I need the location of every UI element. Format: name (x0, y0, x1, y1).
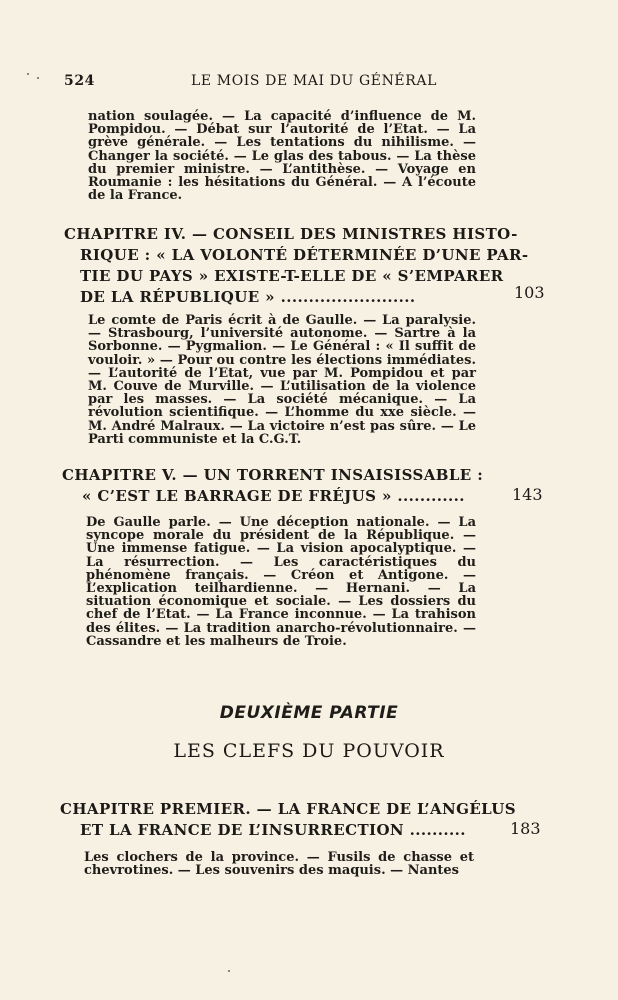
chapter-5-line-1: CHAPITRE V. — UN TORRENT INSAISISSABLE : (62, 466, 484, 484)
chapter-heading-5 (62, 465, 484, 507)
chapter-1-page: 183 (510, 819, 541, 838)
part-subtitle: LES CLEFS DU POUVOIR (173, 740, 445, 762)
chapter-4-line-2: RIQUE : « LA VOLONTÉ DÉTERMINÉE D’UNE PAR- (80, 246, 529, 264)
chapter-4-page: 103 (514, 283, 545, 302)
chapter-1-line-1: CHAPITRE PREMIER. — LA FRANCE DE L’ANGÉLUS (60, 800, 517, 818)
summary-top: nation soulagée. — La capacité d’influence de M. Pompidou. — Débat sur l’autorité de l’Etat. — La grève générale. — Les tentations du nihilisme. — Changer la société. — Le glas des tabous. — La thèse du premier ministre. — L’antithèse. — Voyage en Roumanie : les hésitations du Général. — A l’écoute de la France. (88, 109, 476, 204)
page-number: 524 (64, 73, 96, 89)
chapter-1-summary: Les clochers de la province. — Fusils de chasse et chevrotines. — Les souvenirs des maquis. — Nantes (84, 850, 474, 879)
chapter-heading-4 (64, 224, 529, 308)
paper-speck (228, 970, 230, 972)
part-title: DEUXIÈME PARTIE (219, 703, 399, 723)
paper-speck (27, 73, 29, 75)
paper-speck (37, 77, 39, 79)
chapter-5-page: 143 (512, 485, 543, 504)
chapter-heading-1 (60, 799, 517, 841)
running-title: LE MOIS DE MAI DU GÉNÉRAL (191, 73, 437, 89)
chapter-1-line-2: ET LA FRANCE DE L’INSURRECTION .......... (80, 821, 466, 839)
chapter-5-line-2: « C’EST LE BARRAGE DE FRÉJUS » ............ (82, 487, 465, 505)
chapter-4-line-4: DE LA RÉPUBLIQUE » ........................ (80, 288, 416, 306)
chapter-4-line-1: CHAPITRE IV. — CONSEIL DES MINISTRES HISTO- (64, 225, 518, 243)
chapter-4-line-3: TIE DU PAYS » EXISTE-T-ELLE DE « S’EMPARER (80, 267, 504, 285)
chapter-4-summary: Le comte de Paris écrit à de Gaulle. — La paralysie. — Strasbourg, l’université autonome. — Sartre à la Sorbonne. — Pygmalion. — Le Général : « Il suffit de vouloir. » — Pour ou contre les élections immédiates. — L’autorité de l’Etat, vue par M. Pompidou et par M. Couve de Murville. — L’utilisation de la violence par les masses. — La société mécanique. — La révolution scientifique. — L’homme du xxe siècle. — M. André Malraux. — La victoire n’est pas sûre. — Le Parti communiste et la C.G.T. (88, 313, 476, 447)
chapter-5-summary: De Gaulle parle. — Une déception nationale. — La syncope morale du président de la République. — Une immense fatigue. — La vision apocalyptique. — La résurrection. — Les caractéristiques du phénomène français. — Créon et Antigone. — L’explication teilhardienne. — Hernani. — La situation économique et sociale. — Les dossiers du chef de l’Etat. — La France inconnue. — La trahison des élites. — La tradition anarcho-révolutionnaire. — Cassandre et les malheurs de Troie. (86, 515, 476, 649)
